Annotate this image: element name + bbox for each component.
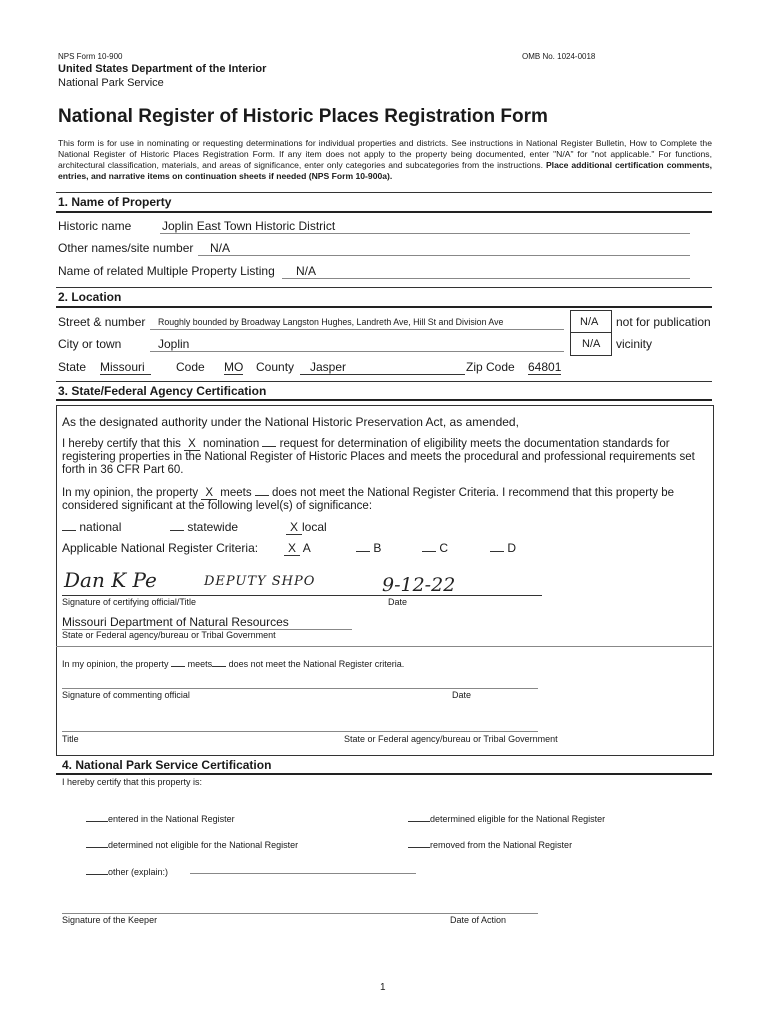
option-removed: removed from the National Register: [408, 837, 572, 850]
agency-label: State or Federal agency/bureau or Tribal Government: [62, 630, 276, 640]
certify-text-3: request for determination of eligibility meets the documentation standards: [279, 438, 653, 450]
code-label: Code: [176, 360, 205, 374]
opinion-text-2: meets: [220, 487, 252, 499]
request-blank: [262, 436, 276, 447]
level-local: X local: [286, 520, 327, 534]
certify-paragraph: [62, 436, 712, 477]
title-label: Title: [62, 734, 79, 744]
certify-text-1: I hereby certify that this: [62, 438, 181, 450]
divider: [56, 381, 712, 382]
criterion-d: D: [490, 541, 516, 555]
authority-statement: As the designated authority under the National Historic Preservation Act, as amended,: [62, 415, 519, 429]
level-statewide: statewide: [170, 520, 238, 534]
not-for-publication-value: N/A: [580, 316, 599, 328]
historic-name-label: Historic name: [58, 219, 132, 233]
field-underline: [160, 233, 690, 234]
divider: [56, 211, 712, 213]
field-underline: [150, 351, 564, 352]
section-2-heading: 2. Location: [58, 290, 122, 304]
page-title: National Register of Historic Places Registration Form: [58, 106, 548, 127]
intro-bold-text: Place additional certification comments, entries, and narrative items on continuation sheets if needed (NPS Form 10-900a).: [58, 160, 713, 181]
code-value: MO: [224, 360, 244, 374]
criterion-c: C: [422, 541, 448, 555]
service-heading: National Park Service: [58, 77, 164, 89]
signature-date: 9-12-22: [382, 574, 456, 596]
page-number: 1: [380, 982, 386, 993]
comment-agency-label: State or Federal agency/bureau or Tribal Government: [344, 734, 558, 744]
county-label: County: [256, 360, 295, 374]
opinion-text-cont: property be considered significant at the following level(s) of significance:: [62, 487, 675, 512]
not-for-publication-label: not for publication: [616, 315, 711, 329]
state-value: Missouri: [100, 360, 151, 375]
divider: [570, 332, 611, 333]
opinion-paragraph: [62, 485, 712, 513]
opinion-text-1: In my opinion, the property: [62, 487, 199, 499]
city-label: City or town: [58, 337, 122, 351]
omb-number: OMB No. 1024-0018: [522, 52, 596, 61]
certify-text-cont: for registering properties in the National Register of Historic Places and meets the procedural and professional requirements set forth in 36 CFR Part 60.: [62, 438, 695, 476]
divider: [56, 773, 712, 775]
comment-opinion: In my opinion, the property meets does not meet the National Register criteria.: [62, 656, 404, 669]
other-names-label: Other names/site number: [58, 241, 194, 255]
intro-paragraph: [58, 138, 712, 182]
criteria-label: Applicable National Register Criteria:: [62, 541, 259, 555]
divider: [56, 399, 712, 401]
nps-certify-text: I hereby certify that this property is:: [62, 777, 203, 787]
certifying-signature: Dan K Pe: [64, 568, 157, 592]
date-of-action-label: Date of Action: [450, 915, 507, 925]
multiple-listing-value: N/A: [296, 264, 317, 278]
divider: [56, 192, 712, 193]
keeper-signature-line: [62, 913, 538, 914]
signature-line: [62, 595, 542, 596]
date-label: Date: [388, 597, 408, 607]
zip-label: Zip Code: [466, 360, 515, 374]
criterion-b: B: [356, 541, 381, 555]
vicinity-value: N/A: [582, 338, 601, 350]
comment-date-label: Date: [452, 690, 472, 700]
field-underline: [282, 278, 690, 279]
option-entered: entered in the National Register: [86, 811, 235, 824]
historic-name-value: Joplin East Town Historic District: [162, 219, 336, 233]
keeper-signature-label: Signature of the Keeper: [62, 915, 158, 925]
title-line: [62, 731, 538, 732]
signature-title: DEPUTY SHPO: [204, 574, 316, 589]
field-underline: [198, 255, 690, 256]
street-label: Street & number: [58, 315, 146, 329]
form-number: NPS Form 10-900: [58, 52, 123, 61]
agency-heading: United States Department of the Interior: [58, 63, 267, 75]
field-underline: [150, 329, 564, 330]
divider: [56, 306, 712, 308]
option-not-eligible: determined not eligible for the National Register: [86, 837, 298, 850]
divider: [56, 287, 712, 288]
city-value: Joplin: [158, 337, 190, 351]
intro-text: This form is for use in nominating or requesting determinations for individual properties and districts. See instructions in National Register Bulletin, How to Complete the National Register of Historic Places Registration Form. If any item does not apply to the property being documented, enter "N/A" for "not applicable." For functions, architectural classification, materials, and areas of significance, enter only categories and subcategories from the instructions.: [58, 138, 712, 170]
meets-mark: X: [201, 487, 217, 500]
street-value: Roughly bounded by Broadway Langston Hughes, Landreth Ave, Hill St and Division Ave: [158, 317, 504, 327]
nomination-mark: X: [184, 438, 200, 451]
county-value: Jasper: [300, 360, 465, 375]
comment-signature-label: Signature of commenting official: [62, 690, 190, 700]
state-label: State: [58, 360, 87, 374]
does-not-meet-blank: [255, 485, 269, 496]
multiple-listing-label: Name of related Multiple Property Listing: [58, 264, 275, 278]
option-determined-eligible: determined eligible for the National Register: [408, 811, 605, 824]
level-national: national: [62, 520, 121, 534]
other-names-value: N/A: [210, 241, 231, 255]
agency-name: Missouri Department of Natural Resources: [62, 615, 289, 629]
signature-label: Signature of certifying official/Title: [62, 597, 197, 607]
comment-signature-line: [62, 688, 538, 689]
vicinity-label: vicinity: [616, 337, 653, 351]
zip-value: 64801: [528, 360, 562, 374]
section-1-heading: 1. Name of Property: [58, 195, 172, 209]
explain-line: [190, 873, 416, 874]
section-3-heading: 3. State/Federal Agency Certification: [58, 384, 267, 398]
opinion-text-3: does not meet the National Register Criteria. I recommend that this: [271, 487, 613, 499]
divider: [56, 646, 712, 647]
certify-text-2: nomination: [202, 438, 260, 450]
criterion-a: X A: [284, 541, 311, 555]
section-4-heading: 4. National Park Service Certification: [62, 758, 272, 772]
option-other: other (explain:): [86, 864, 168, 877]
